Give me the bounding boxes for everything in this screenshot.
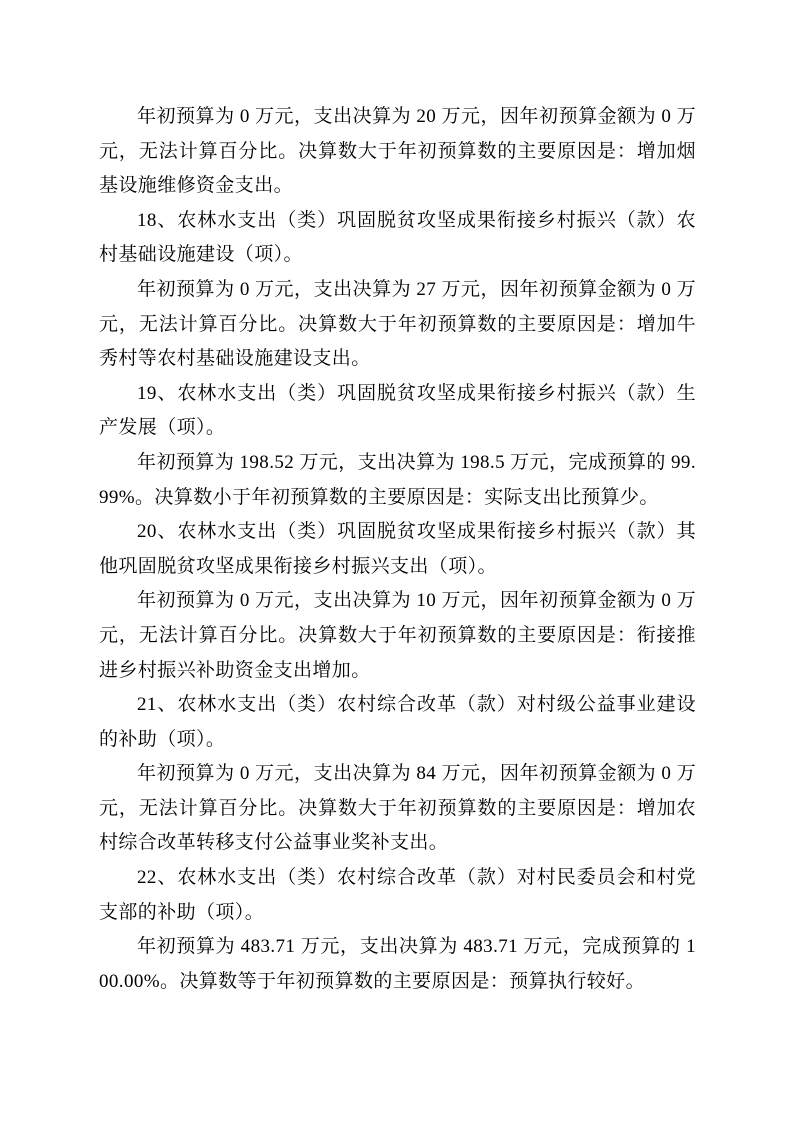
paragraph: 年初预算为 483.71 万元，支出决算为 483.71 万元，完成预算的 100.00%。决算数等于年初预算数的主要原因是：预算执行较好。 (99, 936, 696, 992)
paragraph: 年初预算为 0 万元，支出决算为 27 万元，因年初预算金额为 0 万元，无法计算百分比。决算数大于年初预算数的主要原因是：增加牛秀村等农村基础设施建设支出。 (99, 278, 696, 370)
paragraph: 年初预算为 0 万元，支出决算为 10 万元，因年初预算金额为 0 万元，无法计算百分比。决算数大于年初预算数的主要原因是：衔接推进乡村振兴补助资金支出增加。 (99, 590, 696, 681)
paragraph: 年初预算为 198.52 万元，支出决算为 198.5 万元，完成预算的 99.99%。决算数小于年初预算数的主要原因是：实际支出比预算少。 (99, 451, 696, 508)
paragraph: 年初预算为 0 万元，支出决算为 20 万元，因年初预算金额为 0 万元，无法计算百分比。决算数大于年初预算数的主要原因是：增加烟基设施维修资金支出。 (99, 106, 696, 197)
paragraph: 21、农林水支出（类）农村综合改革（款）对村级公益事业建设的补助（项）。 (99, 694, 696, 750)
paragraph: 22、农林水支出（类）农村综合改革（款）对村民委员会和村党支部的补助（项）。 (99, 867, 696, 923)
document-body (99, 100, 696, 999)
paragraph: 年初预算为 0 万元，支出决算为 84 万元，因年初预算金额为 0 万元，无法计算百分比。决算数大于年初预算数的主要原因是：增加农村综合改革转移支付公益事业奖补支出。 (99, 763, 696, 854)
paragraph: 20、农林水支出（类）巩固脱贫攻坚成果衔接乡村振兴（款）其他巩固脱贫攻坚成果衔接乡村振兴支出（项）。 (99, 521, 696, 577)
paragraph: 19、农林水支出（类）巩固脱贫攻坚成果衔接乡村振兴（款）生产发展（项）。 (99, 382, 696, 439)
paragraph: 18、农林水支出（类）巩固脱贫攻坚成果衔接乡村振兴（款）农村基础设施建设（项）。 (99, 209, 696, 266)
